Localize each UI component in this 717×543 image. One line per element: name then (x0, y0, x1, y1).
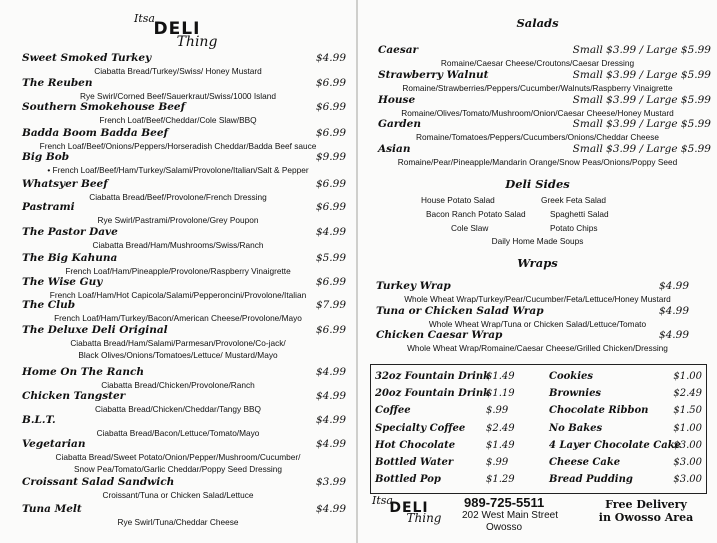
side-item: Cole Slaw (451, 223, 489, 233)
side-item: House Potato Salad (421, 195, 495, 205)
wrap-price: $4.99 (658, 329, 689, 341)
salad-name: House (378, 94, 416, 106)
sandwich-price: $6.99 (315, 276, 346, 288)
wrap-price: $4.99 (658, 305, 689, 317)
salad-desc: Romaine/Caesar Cheese/Croutons/Caesar Dressing (440, 58, 635, 68)
drink-price: $.99 (486, 457, 509, 468)
wrap-desc: Whole Wheat Wrap/Tuna or Chicken Salad/Lettuce/Tomato (428, 319, 647, 329)
delivery-line-2: in Owosso Area (598, 511, 694, 524)
salad-desc: Romaine/Tomatoes/Peppers/Cucumbers/Onions/Cheddar Cheese (415, 132, 660, 142)
sandwich-name: Tuna Melt (22, 503, 82, 515)
sandwich-name: Big Bob (22, 151, 70, 163)
dessert-price: $1.00 (673, 422, 702, 434)
sandwich-desc: Ciabatta Bread/Chicken/Provolone/Ranch (101, 380, 255, 390)
sandwich-name: The Club (22, 299, 76, 311)
drink-name: Hot Chocolate (375, 439, 456, 451)
footer-logo (364, 494, 454, 525)
salad-name: Strawberry Walnut (378, 69, 489, 81)
sandwich-price: $4.99 (315, 390, 346, 402)
dessert-name: Bread Pudding (549, 474, 633, 486)
sandwich-desc: French Loaf/Beef/Cheddar/Cole Slaw/BBQ (99, 115, 257, 125)
sandwich-name: The Wise Guy (22, 276, 103, 288)
logo-small-text: Itsa (372, 494, 393, 507)
drink-name: Specialty Coffee (375, 422, 466, 434)
sandwich-price: $6.99 (315, 127, 346, 139)
drink-price: $.99 (486, 405, 509, 417)
sandwich-name: Vegetarian (22, 438, 86, 450)
side-item: Spaghetti Salad (550, 209, 609, 219)
drink-price: $1.29 (486, 474, 515, 486)
sandwich-name: Badda Boom Badda Beef (22, 127, 169, 139)
left-panel (0, 0, 356, 543)
dessert-name: Cookies (549, 371, 594, 382)
sandwich-price: $3.99 (315, 476, 346, 488)
dessert-name: Brownies (549, 388, 602, 400)
drink-name: Bottled Water (375, 457, 454, 468)
sandwich-name: The Pastor Dave (22, 226, 118, 238)
logo-big-text: DELI (153, 19, 201, 39)
dessert-price: $1.00 (673, 371, 702, 382)
sandwich-price: $4.99 (315, 503, 346, 515)
sandwich-price: $6.99 (315, 201, 346, 213)
wrap-price: $4.99 (658, 280, 689, 292)
dessert-price: $1.50 (673, 405, 702, 417)
drink-price: $1.49 (486, 439, 515, 451)
dessert-price: $3.00 (673, 439, 702, 451)
sandwich-name: Southern Smokehouse Beef (22, 101, 186, 113)
wrap-name: Tuna or Chicken Salad Wrap (376, 305, 544, 317)
sandwich-desc: Ciabatta Bread/Bacon/Lettuce/Tomato/Mayo (96, 428, 260, 438)
sandwich-price: $6.99 (315, 324, 346, 336)
sandwich-name: Pastrami (22, 201, 75, 213)
sandwich-price: $7.99 (315, 299, 346, 311)
sandwich-price: $9.99 (315, 151, 346, 163)
dessert-name: 4 Layer Chocolate Cake (549, 439, 682, 451)
sandwich-desc: Ciabatta Bread/Beef/Provolone/French Dressing (89, 192, 267, 202)
soups-line: Daily Home Made Soups (491, 236, 584, 246)
sandwich-desc: Rye Swirl/Pastrami/Provolone/Grey Poupon (97, 215, 259, 225)
sandwich-price: $4.99 (315, 438, 346, 450)
wrap-name: Chicken Caesar Wrap (376, 329, 503, 341)
sandwich-desc: Ciabatta Bread/Ham/Salami/Parmesan/Provolone/Co-jack/ (70, 338, 286, 348)
drink-name: Coffee (375, 405, 411, 417)
wrap-name: Turkey Wrap (376, 280, 451, 292)
salad-name: Garden (378, 118, 421, 130)
logo-small-text: Itsa (134, 12, 155, 25)
sandwich-desc: French Loaf/Ham/Hot Capicola/Salami/Pepperoncini/Provolone/Italian (49, 290, 307, 300)
drink-name: 32oz Fountain Drink (375, 371, 491, 382)
logo-sub-text: Thing (406, 511, 442, 525)
sandwich-desc: French Loaf/Ham/Pineapple/Provolone/Raspberry Vinaigrette (65, 266, 291, 276)
sandwich-name: Croissant Salad Sandwich (22, 476, 175, 488)
sandwich-price: $5.99 (315, 252, 346, 264)
salad-price: Small $3.99 / Large $5.99 (572, 69, 711, 81)
dessert-price: $3.00 (673, 457, 702, 468)
delivery-note (582, 498, 710, 524)
salad-desc: Romaine/Pear/Pineapple/Mandarin Orange/Snow Peas/Onions/Poppy Seed (397, 157, 678, 167)
drink-name: 20oz Fountain Drink (375, 388, 491, 400)
sandwich-price: $4.99 (315, 414, 346, 426)
salad-desc: Romaine/Olives/Tomato/Mushroom/Onion/Caesar Cheese/Honey Mustard (401, 108, 674, 118)
sandwich-desc: French Loaf/Ham/Turkey/Bacon/American Cheese/Provolone/Mayo (54, 313, 302, 323)
salad-name: Asian (378, 143, 411, 155)
phone-number: 989-725-5511 (464, 495, 545, 510)
salad-price: Small $3.99 / Large $5.99 (572, 94, 711, 106)
sandwich-name: Whatsyer Beef (22, 178, 108, 190)
drink-price: $1.19 (486, 388, 515, 400)
logo-sub-text: Thing (176, 34, 218, 50)
sandwich-price: $6.99 (315, 178, 346, 190)
sandwich-desc: Rye Swirl/Corned Beef/Sauerkraut/Swiss/1000 Island (80, 91, 276, 101)
side-item: Bacon Ranch Potato Salad (426, 209, 526, 219)
dessert-price: $2.49 (673, 388, 702, 400)
salads-title: Salads (516, 16, 559, 30)
wraps-title: Wraps (517, 256, 558, 270)
drink-name: Bottled Pop (375, 474, 441, 486)
sandwich-desc: Ciabatta Bread/Chicken/Cheddar/Tangy BBQ (94, 404, 262, 414)
salad-name: Caesar (378, 44, 419, 56)
sandwich-name: B.L.T. (22, 414, 56, 426)
sandwich-price: $6.99 (315, 101, 346, 113)
sandwich-desc: French Loaf/Beef/Onions/Peppers/Horseradish Cheddar/Badda Beef sauce (39, 141, 317, 151)
salad-price: Small $3.99 / Large $5.99 (572, 143, 711, 155)
sandwich-price: $4.99 (315, 226, 346, 238)
sandwich-desc: • French Loaf/Beef/Ham/Turkey/Salami/Provolone/Italian/Salt & Pepper (47, 165, 309, 175)
sandwich-name: Chicken Tangster (22, 390, 126, 402)
sandwich-desc: Snow Pea/Tomato/Garlic Cheddar/Poppy Seed Dressing (74, 464, 282, 474)
sandwich-price: $6.99 (315, 77, 346, 89)
sandwich-name: The Deluxe Deli Original (22, 324, 168, 336)
sandwich-name: Home On The Ranch (22, 366, 145, 378)
salad-price: Small $3.99 / Large $5.99 (572, 118, 711, 130)
sandwich-desc: Rye Swirl/Tuna/Cheddar Cheese (117, 517, 239, 527)
wrap-desc: Whole Wheat Wrap/Romaine/Caesar Cheese/Grilled Chicken/Dressing (407, 343, 668, 353)
drinks-desserts-box (370, 364, 707, 494)
sandwich-desc: Ciabatta Bread/Sweet Potato/Onion/Pepper/Mushroom/Cucumber/ (55, 452, 301, 462)
logo-big-text: DELI (389, 500, 429, 516)
deli-sides-title: Deli Sides (505, 177, 570, 191)
deli-logo (112, 12, 242, 50)
sandwich-name: The Reuben (22, 77, 93, 89)
city: Owosso (486, 522, 523, 533)
sandwich-name: The Big Kahuna (22, 252, 118, 264)
right-panel (358, 0, 717, 543)
wrap-desc: Whole Wheat Wrap/Turkey/Pear/Cucumber/Feta/Lettuce/Honey Mustard (404, 294, 671, 304)
sandwich-price: $4.99 (315, 52, 346, 64)
street-address: 202 West Main Street (462, 510, 558, 521)
sandwich-desc: Ciabatta Bread/Ham/Mushrooms/Swiss/Ranch (92, 240, 264, 250)
sandwich-name: Sweet Smoked Turkey (22, 52, 152, 64)
dessert-name: Chocolate Ribbon (549, 405, 649, 417)
salad-price: Small $3.99 / Large $5.99 (572, 44, 711, 56)
dessert-name: No Bakes (549, 422, 603, 434)
sandwich-desc: Ciabatta Bread/Turkey/Swiss/ Honey Mustard (94, 66, 262, 76)
sandwich-desc: Black Olives/Onions/Tomatoes/Lettuce/ Mustard/Mayo (78, 350, 278, 360)
side-item: Potato Chips (550, 223, 598, 233)
salad-desc: Romaine/Strawberries/Peppers/Cucumber/Walnuts/Raspberry Vinaigrette (402, 83, 673, 93)
drink-price: $2.49 (486, 422, 515, 434)
dessert-price: $3.00 (673, 474, 702, 486)
side-item: Greek Feta Salad (541, 195, 607, 205)
dessert-name: Cheese Cake (549, 457, 621, 468)
drink-price: $1.49 (486, 371, 515, 382)
sandwich-desc: Croissant/Tuna or Chicken Salad/Lettuce (102, 490, 254, 500)
sandwich-price: $4.99 (315, 366, 346, 378)
delivery-line-1: Free Delivery (605, 498, 687, 511)
